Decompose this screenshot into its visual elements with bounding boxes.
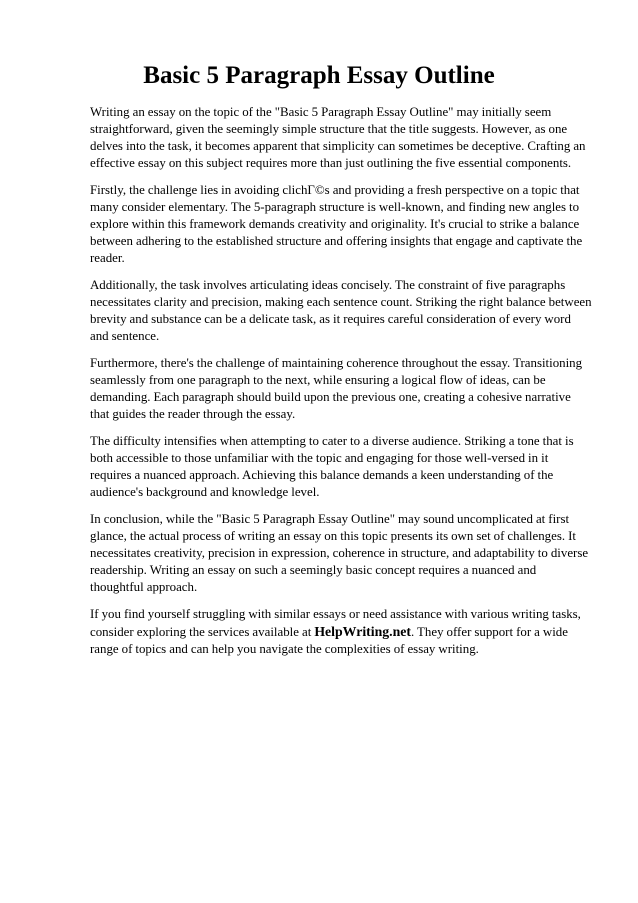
paragraph-cliches: Firstly, the challenge lies in avoiding clichΓ©s and providing a fresh perspective on a topic that many consider elementary. The 5-paragraph structure is well-known, and finding new angles to explore within this framework demands creativity and originality. It's crucial to strike a balance between adhering to the established structure and offering insights that engage and captivate the reader. xyxy=(90,183,583,265)
helpwriting-link[interactable]: HelpWriting.net xyxy=(314,624,412,639)
paragraph-audience: The difficulty intensifies when attempting to cater to a diverse audience. Striking a tone that is both accessible to those unfamiliar with the topic and engaging for those well-versed in it requires a nuanced approach. Achieving this balance demands a keen understanding of the audience's background and knowledge level. xyxy=(90,434,574,499)
paragraph-closing xyxy=(90,606,592,658)
closing-text-after: . They offer support for a wide range of topics and can help you navigate the complexities of essay writing. xyxy=(90,625,568,656)
paragraph-coherence: Furthermore, there's the challenge of maintaining coherence throughout the essay. Transitioning seamlessly from one paragraph to the next, while ensuring a logical flow of ideas, can be demanding. Each paragraph should build upon the previous one, creating a cohesive narrative that guides the reader through the essay. xyxy=(90,356,583,421)
paragraph-concision: Additionally, the task involves articulating ideas concisely. The constraint of five paragraphs necessitates clarity and precision, making each sentence count. Striking the right balance between brevity and substance can be a delicate task, as it requires careful consideration of every word and sentence. xyxy=(90,278,592,343)
paragraph-conclusion: In conclusion, while the "Basic 5 Paragraph Essay Outline" may sound uncomplicated at first glance, the actual process of writing an essay on this topic presents its own set of challenges. It necessitates creativity, precision in expression, coherence in structure, and adaptability to diverse readership. Writing an essay on such a seemingly basic concept requires a nuanced and thoughtful approach. xyxy=(90,512,589,594)
closing-text-before: If you find yourself struggling with similar essays or need assistance with various writing tasks, consider exploring the services available at xyxy=(90,607,581,639)
paragraph-intro: Writing an essay on the topic of the "Basic 5 Paragraph Essay Outline" may initially seem straightforward, given the seemingly simple structure that the title suggests. However, as one delves into the task, it becomes apparent that simplicity can sometimes be deceptive. Crafting an effective essay on this subject requires more than just outlining the five essential components. xyxy=(90,105,586,170)
document-title: Basic 5 Paragraph Essay Outline xyxy=(143,62,495,89)
document-body xyxy=(90,104,592,668)
